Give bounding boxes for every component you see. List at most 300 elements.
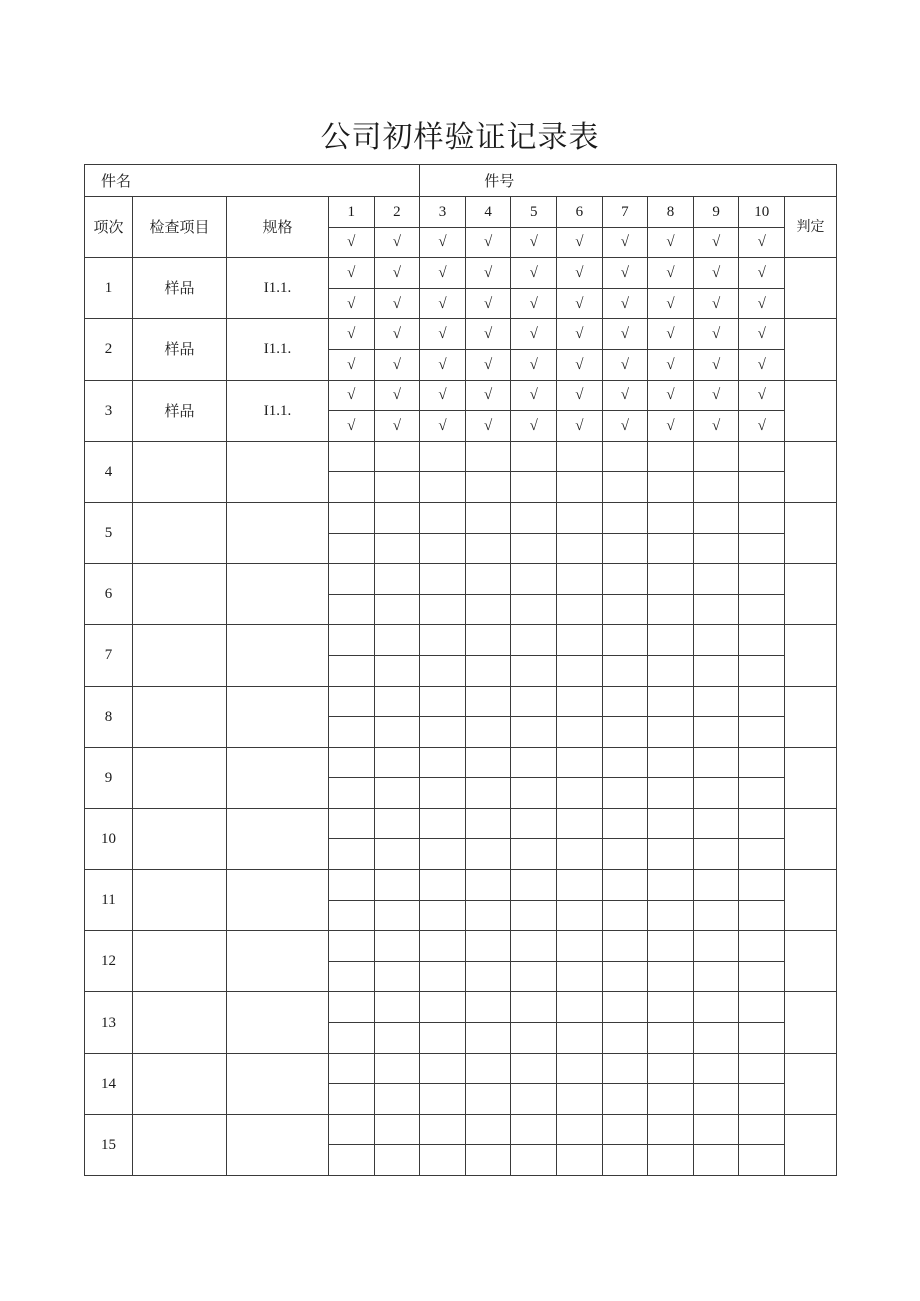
- sample-check-cell: [648, 472, 694, 503]
- sample-check-cell: √: [557, 258, 603, 289]
- sample-check-cell: [511, 900, 557, 931]
- sample-check-cell: [420, 686, 466, 717]
- sample-check-cell: [465, 472, 511, 503]
- sample-check-cell: [374, 778, 420, 809]
- sample-check-cell: [648, 1023, 694, 1054]
- sample-check-cell: [648, 533, 694, 564]
- check-item-cell: [133, 441, 227, 502]
- sample-check-cell: [648, 1114, 694, 1145]
- page-title: 公司初样验证记录表: [320, 120, 600, 155]
- sample-check-cell: √: [693, 319, 739, 350]
- judgement-cell: [785, 747, 837, 808]
- sample-check-cell: [420, 1084, 466, 1115]
- col-header-spec: 规格: [227, 197, 329, 258]
- sample-check-cell: √: [374, 380, 420, 411]
- sample-check-cell: [648, 808, 694, 839]
- sample-check-cell: [602, 564, 648, 595]
- item-number-cell: 12: [85, 931, 133, 992]
- header-check-mark: √: [511, 227, 557, 258]
- sample-check-cell: [739, 441, 785, 472]
- sample-check-cell: [329, 717, 375, 748]
- sample-check-cell: [693, 1114, 739, 1145]
- check-item-cell: [133, 686, 227, 747]
- sample-check-cell: [739, 747, 785, 778]
- sample-check-cell: √: [511, 380, 557, 411]
- sample-check-cell: [648, 778, 694, 809]
- sample-check-cell: [511, 870, 557, 901]
- item-number-cell: 10: [85, 808, 133, 869]
- sample-check-cell: √: [602, 319, 648, 350]
- sample-check-cell: [374, 564, 420, 595]
- item-number-cell: 15: [85, 1114, 133, 1175]
- sample-check-cell: √: [739, 258, 785, 289]
- sample-check-cell: [420, 564, 466, 595]
- sample-check-cell: √: [739, 349, 785, 380]
- sample-check-cell: [420, 502, 466, 533]
- sample-check-cell: [739, 502, 785, 533]
- sample-check-cell: [602, 502, 648, 533]
- sample-check-cell: [465, 992, 511, 1023]
- sample-check-cell: [329, 1145, 375, 1176]
- judgement-cell: [785, 319, 837, 380]
- sample-check-cell: [557, 747, 603, 778]
- sample-check-cell: [465, 839, 511, 870]
- sample-check-cell: [739, 870, 785, 901]
- sample-check-cell: [465, 564, 511, 595]
- sample-check-cell: √: [374, 258, 420, 289]
- sample-check-cell: [557, 686, 603, 717]
- spec-cell: [227, 1114, 329, 1175]
- sample-check-cell: [648, 839, 694, 870]
- sample-check-cell: [602, 1084, 648, 1115]
- sample-check-cell: [648, 870, 694, 901]
- sample-check-cell: [511, 655, 557, 686]
- sample-check-cell: [420, 747, 466, 778]
- sample-check-cell: √: [693, 411, 739, 442]
- sample-check-cell: [511, 1145, 557, 1176]
- sample-check-cell: [557, 778, 603, 809]
- sample-check-cell: [739, 625, 785, 656]
- sample-number-4: 4: [465, 197, 511, 228]
- sample-check-cell: [739, 1114, 785, 1145]
- sample-check-cell: [511, 808, 557, 839]
- sample-check-cell: [602, 961, 648, 992]
- inspection-record-table: [84, 164, 837, 1176]
- sample-check-cell: [329, 1023, 375, 1054]
- spec-cell: [227, 441, 329, 502]
- sample-check-cell: [511, 1053, 557, 1084]
- sample-check-cell: [739, 1145, 785, 1176]
- sample-check-cell: √: [648, 349, 694, 380]
- part-name-label: 件名: [85, 165, 420, 197]
- judgement-cell: [785, 870, 837, 931]
- col-header-judgement: 判定: [785, 197, 837, 258]
- sample-check-cell: [557, 533, 603, 564]
- check-item-cell: [133, 747, 227, 808]
- sample-check-cell: [602, 992, 648, 1023]
- sample-check-cell: [602, 441, 648, 472]
- sample-check-cell: [511, 747, 557, 778]
- spec-cell: [227, 992, 329, 1053]
- sample-check-cell: [739, 931, 785, 962]
- sample-check-cell: [557, 1053, 603, 1084]
- sample-check-cell: [329, 1084, 375, 1115]
- sample-check-cell: [739, 686, 785, 717]
- sample-check-cell: [693, 961, 739, 992]
- column-header-row: [85, 197, 837, 228]
- sample-check-cell: [602, 594, 648, 625]
- sample-check-cell: [420, 870, 466, 901]
- sample-check-cell: [511, 717, 557, 748]
- sample-check-cell: [420, 1145, 466, 1176]
- sample-check-cell: [329, 655, 375, 686]
- sample-check-cell: √: [374, 288, 420, 319]
- sample-check-cell: [739, 1084, 785, 1115]
- sample-check-cell: [602, 533, 648, 564]
- sample-check-cell: [602, 1145, 648, 1176]
- check-item-cell: [133, 1114, 227, 1175]
- sample-check-cell: [374, 1084, 420, 1115]
- sample-check-cell: [511, 686, 557, 717]
- sample-check-cell: [420, 594, 466, 625]
- sample-check-cell: [602, 1114, 648, 1145]
- sample-check-cell: [602, 931, 648, 962]
- sample-check-cell: [693, 900, 739, 931]
- sample-check-cell: [374, 441, 420, 472]
- sample-check-cell: [602, 472, 648, 503]
- sample-check-cell: [602, 900, 648, 931]
- sample-check-cell: [739, 1053, 785, 1084]
- sample-check-cell: [465, 747, 511, 778]
- sample-check-cell: √: [374, 319, 420, 350]
- sample-check-cell: [693, 747, 739, 778]
- sample-check-cell: [374, 1114, 420, 1145]
- judgement-cell: [785, 1053, 837, 1114]
- sample-check-cell: [374, 717, 420, 748]
- judgement-cell: [785, 1114, 837, 1175]
- sample-check-cell: [465, 778, 511, 809]
- sample-check-cell: [465, 961, 511, 992]
- sample-check-cell: [693, 1084, 739, 1115]
- sample-check-cell: [329, 1114, 375, 1145]
- sample-check-cell: [374, 870, 420, 901]
- sample-check-cell: [329, 533, 375, 564]
- sample-check-cell: √: [374, 411, 420, 442]
- sample-check-cell: [511, 533, 557, 564]
- check-item-cell: 样品: [133, 258, 227, 319]
- sample-check-cell: √: [465, 349, 511, 380]
- sample-number-8: 8: [648, 197, 694, 228]
- sample-check-cell: √: [329, 380, 375, 411]
- sample-check-cell: [648, 625, 694, 656]
- sample-check-cell: [693, 931, 739, 962]
- sample-check-cell: √: [329, 349, 375, 380]
- sample-number-7: 7: [602, 197, 648, 228]
- sample-check-cell: [739, 839, 785, 870]
- sample-check-cell: [602, 808, 648, 839]
- sample-check-cell: [465, 1114, 511, 1145]
- part-number-label: 件号: [420, 165, 837, 197]
- sample-check-cell: [602, 625, 648, 656]
- judgement-cell: [785, 686, 837, 747]
- sample-check-cell: [511, 1023, 557, 1054]
- header-check-mark: √: [648, 227, 694, 258]
- sample-number-10: 10: [739, 197, 785, 228]
- sample-check-cell: [374, 1145, 420, 1176]
- sample-check-cell: [511, 502, 557, 533]
- sample-check-cell: [693, 717, 739, 748]
- sample-check-cell: [693, 992, 739, 1023]
- sample-check-cell: √: [739, 288, 785, 319]
- sample-check-cell: [648, 747, 694, 778]
- sample-check-cell: [374, 594, 420, 625]
- sample-check-cell: √: [693, 349, 739, 380]
- sample-check-cell: √: [329, 411, 375, 442]
- sample-check-cell: √: [693, 258, 739, 289]
- sample-check-cell: √: [420, 288, 466, 319]
- sample-check-cell: [374, 992, 420, 1023]
- judgement-cell: [785, 808, 837, 869]
- sample-check-cell: √: [465, 288, 511, 319]
- sample-check-cell: √: [557, 319, 603, 350]
- item-number-cell: 1: [85, 258, 133, 319]
- spec-cell: [227, 564, 329, 625]
- sample-check-cell: [557, 1023, 603, 1054]
- check-item-cell: 样品: [133, 319, 227, 380]
- table-row: [85, 319, 837, 350]
- sample-check-cell: [557, 1084, 603, 1115]
- sample-check-cell: [329, 594, 375, 625]
- sample-check-cell: [465, 717, 511, 748]
- spec-cell: [227, 870, 329, 931]
- sample-check-cell: [465, 808, 511, 839]
- sample-check-cell: [420, 900, 466, 931]
- sample-check-cell: [739, 472, 785, 503]
- sample-check-cell: [602, 1023, 648, 1054]
- col-header-check-item: 检查项目: [133, 197, 227, 258]
- sample-check-cell: [374, 900, 420, 931]
- header-check-mark: √: [739, 227, 785, 258]
- sample-check-cell: [693, 441, 739, 472]
- sample-check-cell: √: [329, 288, 375, 319]
- sample-check-cell: [648, 717, 694, 748]
- sample-check-cell: [465, 1084, 511, 1115]
- header-check-mark: √: [420, 227, 466, 258]
- sample-check-cell: [465, 1145, 511, 1176]
- sample-check-cell: [693, 1053, 739, 1084]
- sample-check-cell: [374, 1023, 420, 1054]
- sample-check-cell: [465, 870, 511, 901]
- sample-check-cell: [374, 931, 420, 962]
- sample-check-cell: √: [420, 258, 466, 289]
- sample-check-cell: [511, 1114, 557, 1145]
- sample-check-cell: [648, 900, 694, 931]
- sample-check-cell: [693, 686, 739, 717]
- sample-check-cell: [329, 992, 375, 1023]
- sample-check-cell: [739, 778, 785, 809]
- sample-check-cell: [511, 961, 557, 992]
- sample-check-cell: [420, 1023, 466, 1054]
- sample-check-cell: [374, 839, 420, 870]
- sample-check-cell: [329, 502, 375, 533]
- sample-check-cell: [420, 992, 466, 1023]
- sample-check-cell: [693, 472, 739, 503]
- sample-check-cell: [648, 564, 694, 595]
- sample-check-cell: [465, 686, 511, 717]
- sample-check-cell: [602, 1053, 648, 1084]
- sample-check-cell: [557, 472, 603, 503]
- header-check-mark: √: [602, 227, 648, 258]
- item-number-cell: 6: [85, 564, 133, 625]
- sample-check-cell: [511, 992, 557, 1023]
- check-item-cell: [133, 931, 227, 992]
- check-item-cell: [133, 502, 227, 563]
- sample-check-cell: [420, 931, 466, 962]
- sample-check-cell: [374, 808, 420, 839]
- sample-check-cell: √: [602, 380, 648, 411]
- sample-check-cell: [557, 961, 603, 992]
- sample-check-cell: √: [465, 380, 511, 411]
- sample-number-2: 2: [374, 197, 420, 228]
- sample-check-cell: [739, 961, 785, 992]
- sample-check-cell: [648, 441, 694, 472]
- sample-check-cell: [420, 717, 466, 748]
- sample-check-cell: [693, 1145, 739, 1176]
- sample-check-cell: [329, 1053, 375, 1084]
- sample-check-cell: [374, 502, 420, 533]
- sample-check-cell: [329, 808, 375, 839]
- item-number-cell: 11: [85, 870, 133, 931]
- sample-check-cell: [739, 992, 785, 1023]
- sample-check-cell: [420, 961, 466, 992]
- sample-check-cell: √: [420, 349, 466, 380]
- judgement-cell: [785, 564, 837, 625]
- sample-check-cell: [329, 900, 375, 931]
- sample-check-cell: [648, 931, 694, 962]
- sample-check-cell: [374, 472, 420, 503]
- item-number-cell: 13: [85, 992, 133, 1053]
- sample-check-cell: [557, 1145, 603, 1176]
- sample-check-cell: [420, 533, 466, 564]
- spec-cell: [227, 931, 329, 992]
- check-item-cell: [133, 564, 227, 625]
- sample-check-cell: [739, 594, 785, 625]
- sample-check-cell: [648, 655, 694, 686]
- sample-check-cell: √: [465, 258, 511, 289]
- sample-check-cell: [602, 686, 648, 717]
- sample-check-cell: [420, 1114, 466, 1145]
- item-number-cell: 2: [85, 319, 133, 380]
- judgement-cell: [785, 931, 837, 992]
- sample-check-cell: √: [648, 319, 694, 350]
- sample-check-cell: [465, 594, 511, 625]
- sample-check-cell: [557, 717, 603, 748]
- sample-check-cell: [739, 655, 785, 686]
- sample-check-cell: [511, 778, 557, 809]
- sample-check-cell: [511, 472, 557, 503]
- spec-cell: I1.1.: [227, 258, 329, 319]
- sample-check-cell: [329, 747, 375, 778]
- sample-check-cell: √: [557, 380, 603, 411]
- sample-check-cell: [329, 472, 375, 503]
- sample-check-cell: √: [420, 319, 466, 350]
- sample-check-cell: [557, 931, 603, 962]
- sample-check-cell: [374, 961, 420, 992]
- sample-check-cell: [511, 441, 557, 472]
- sample-check-cell: [557, 900, 603, 931]
- sample-check-cell: [693, 870, 739, 901]
- sample-number-9: 9: [693, 197, 739, 228]
- sample-check-cell: [329, 441, 375, 472]
- sample-check-cell: √: [602, 258, 648, 289]
- sample-check-cell: [557, 870, 603, 901]
- sample-check-cell: [329, 778, 375, 809]
- sample-check-cell: [739, 533, 785, 564]
- table-row: [85, 625, 837, 656]
- judgement-cell: [785, 380, 837, 441]
- sample-check-cell: √: [465, 411, 511, 442]
- sample-check-cell: [739, 564, 785, 595]
- check-item-cell: [133, 870, 227, 931]
- sample-check-cell: [329, 870, 375, 901]
- spec-cell: [227, 1053, 329, 1114]
- sample-check-cell: √: [465, 319, 511, 350]
- table-row: [85, 870, 837, 901]
- sample-check-cell: [557, 992, 603, 1023]
- sample-check-cell: [329, 931, 375, 962]
- sample-check-cell: [511, 1084, 557, 1115]
- table-row: [85, 808, 837, 839]
- sample-check-cell: [648, 1084, 694, 1115]
- sample-check-cell: √: [511, 349, 557, 380]
- sample-check-cell: [557, 564, 603, 595]
- sample-check-cell: [329, 625, 375, 656]
- sample-check-cell: [465, 625, 511, 656]
- sample-check-cell: [739, 1023, 785, 1054]
- sample-check-cell: [602, 717, 648, 748]
- sample-check-cell: [329, 686, 375, 717]
- table-row: [85, 931, 837, 962]
- header-check-mark: √: [693, 227, 739, 258]
- sample-check-cell: [465, 1023, 511, 1054]
- sample-check-cell: [374, 686, 420, 717]
- sample-check-cell: √: [648, 380, 694, 411]
- sample-number-5: 5: [511, 197, 557, 228]
- spec-cell: [227, 625, 329, 686]
- sample-check-cell: [465, 1053, 511, 1084]
- sample-check-cell: [557, 839, 603, 870]
- sample-check-cell: [557, 594, 603, 625]
- sample-check-cell: [602, 839, 648, 870]
- sample-check-cell: [511, 839, 557, 870]
- item-number-cell: 8: [85, 686, 133, 747]
- sample-check-cell: [693, 502, 739, 533]
- header-check-mark: √: [329, 227, 375, 258]
- sample-check-cell: [648, 1053, 694, 1084]
- sample-check-cell: [648, 686, 694, 717]
- col-header-item-no: 项次: [85, 197, 133, 258]
- sample-check-cell: √: [739, 380, 785, 411]
- sample-check-cell: [739, 900, 785, 931]
- sample-check-cell: √: [511, 411, 557, 442]
- sample-check-cell: √: [602, 411, 648, 442]
- spec-cell: [227, 502, 329, 563]
- sample-check-cell: [374, 1053, 420, 1084]
- spec-cell: [227, 686, 329, 747]
- table-row: [85, 258, 837, 289]
- sample-check-cell: [420, 808, 466, 839]
- sample-check-cell: √: [648, 411, 694, 442]
